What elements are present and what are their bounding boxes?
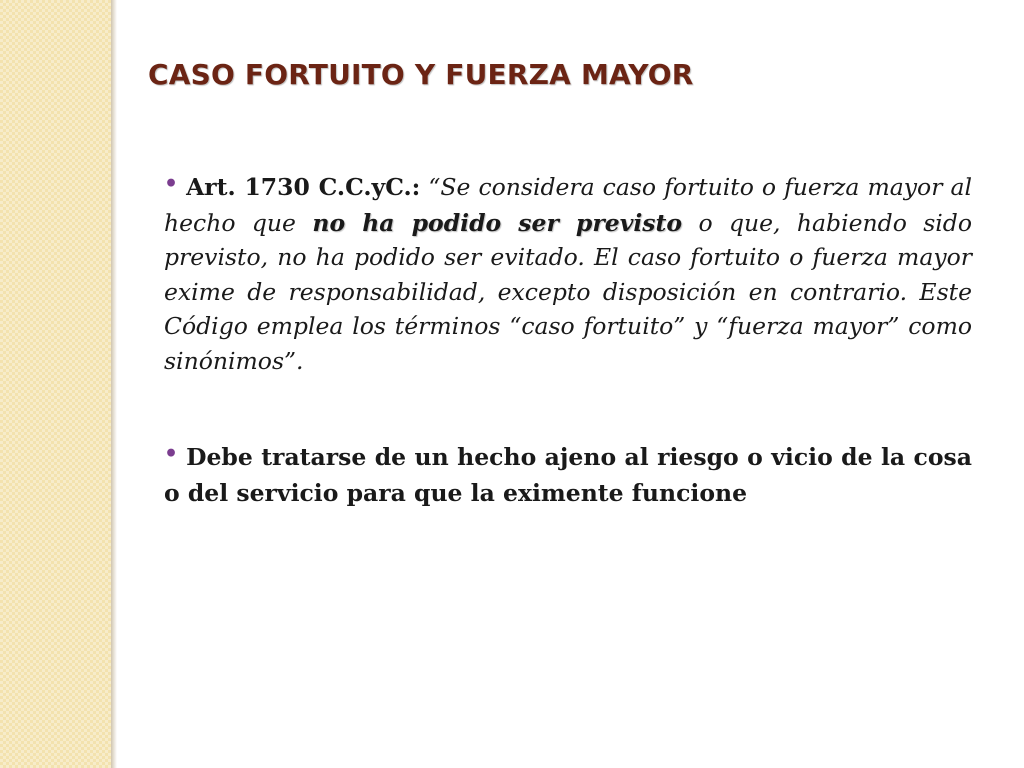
- bullet-item-requirement: [164, 440, 972, 510]
- slide-title: CASO FORTUITO Y FUERZA MAYOR: [148, 58, 694, 91]
- requirement-text: Debe tratarse de un hecho ajeno al riesgo o vicio de la cosa o del servicio para que la eximente funcione: [164, 443, 972, 507]
- article-quote-end: o que, habiendo sido previsto, no ha podido ser evitado. El caso fortuito o fuerza mayor exime de responsabilidad, excepto disposición en contrario. Este Código emplea los términos “caso fortuito” y “fuerza mayor” como sinónimos”.: [164, 208, 972, 375]
- bullet-item-article-1730: [164, 170, 972, 378]
- article-reference: Art. 1730 C.C.yC.:: [186, 173, 421, 201]
- decorative-side-band: [0, 0, 111, 768]
- side-band-shadow: [111, 0, 117, 768]
- bullet-marker-icon: •: [164, 441, 179, 467]
- slide-content: [164, 170, 972, 510]
- article-quote-highlight: no ha podido ser previsto: [312, 208, 683, 237]
- article-quote-start: “Se considera caso fortuito o fuerza mayor al hecho que: [164, 173, 972, 237]
- bullet-marker-icon: •: [164, 171, 179, 197]
